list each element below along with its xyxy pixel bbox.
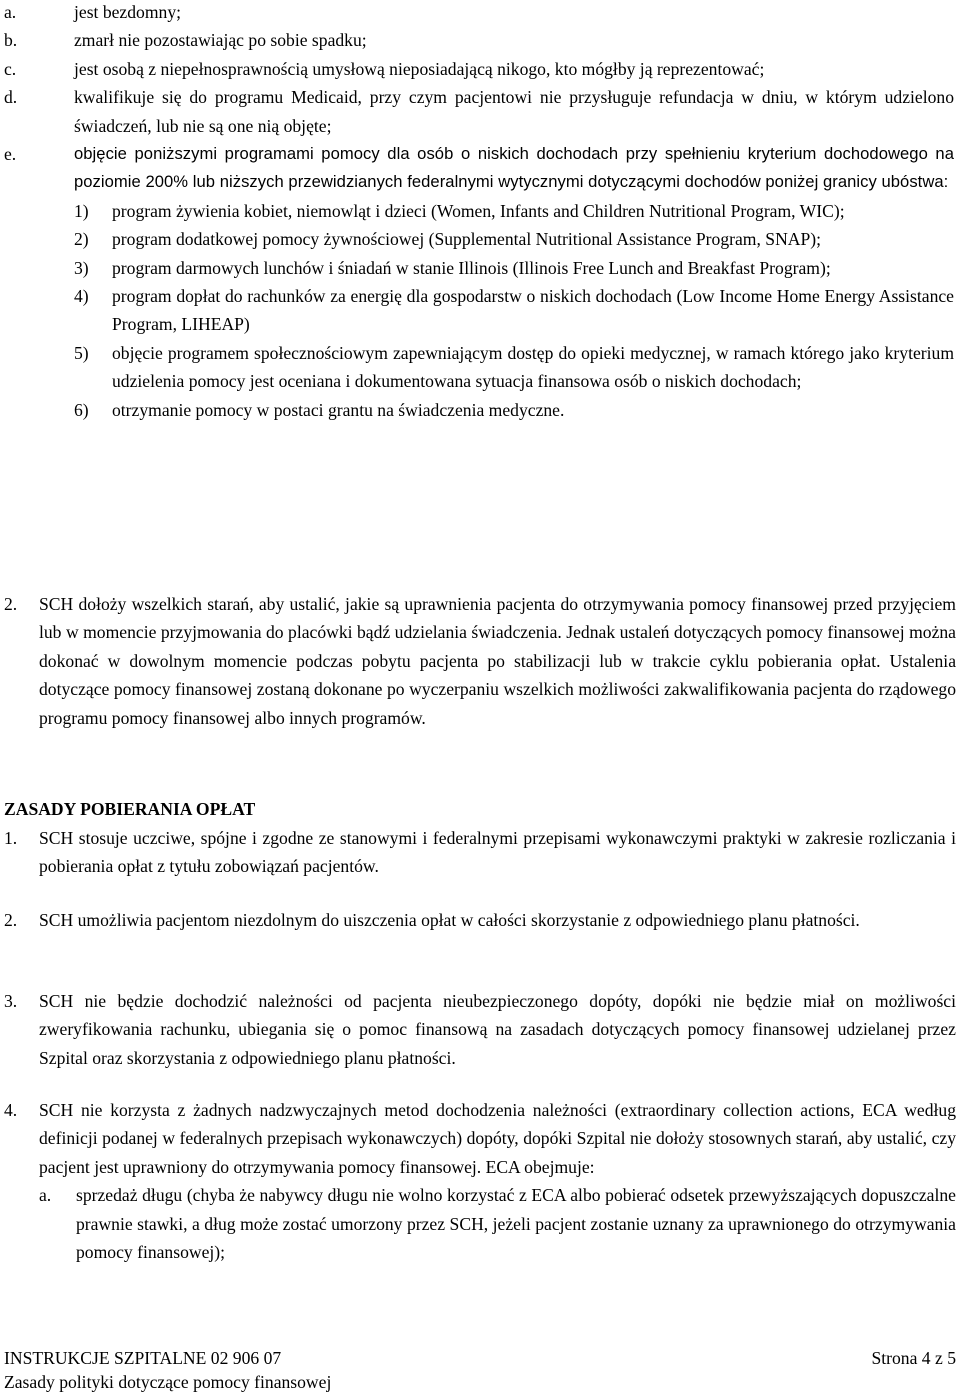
fee-point-1 — [0, 824, 960, 881]
program-item — [0, 282, 960, 339]
list-text: objęcie poniższymi programami pomocy dla osób o niskich dochodach przy spełnieniu kryterium dochodowego na poziomie 200% lub niższych przewidzianych federalnymi wytycznymi dotyczącymi dochodów poniżej granicy ubóstwa: — [74, 144, 954, 192]
paragraph-number: 3. — [4, 991, 18, 1011]
footer-line-2 — [0, 1370, 960, 1394]
top-list — [0, 0, 960, 424]
program-item — [0, 197, 960, 225]
program-label: 1) — [74, 200, 89, 221]
list-text: kwalifikuje się do programu Medicaid, przy czym pacjentowi nie przysługuje refundacja w dniu, w którym udzielono świadczeń, lub nie są one nią objęte; — [74, 87, 954, 136]
numbered-paragraph — [0, 824, 960, 881]
footer-doc-id: INSTRUKCJE SZPITALNE 02 906 07 — [4, 1348, 282, 1368]
paragraph-text: SCH nie będzie dochodzić należności od pacjenta nieubezpieczonego dopóty, dopóki nie będzie miał on możliwości zweryfikowania rachunku, ubiegania się o pomoc finansową na zasadach dotyczących pomocy finansowej udzielanej przez Szpital oraz skorzystania z odpowiedniego planu płatności. — [39, 991, 956, 1068]
list-label: d. — [4, 87, 18, 108]
fee-point-3 — [0, 987, 960, 1072]
numbered-paragraph — [0, 1096, 960, 1181]
numbered-paragraph — [0, 906, 960, 934]
list-label: c. — [4, 58, 17, 79]
program-item — [0, 396, 960, 424]
program-item — [0, 254, 960, 282]
list-item — [0, 83, 960, 140]
footer-line-1 — [0, 1346, 960, 1370]
footer-title: Zasady polityki dotyczące pomocy finansowej — [4, 1372, 332, 1392]
list-item — [0, 55, 960, 83]
program-label: 4) — [74, 286, 89, 307]
program-item — [0, 225, 960, 253]
program-label: 3) — [74, 257, 89, 278]
page-footer — [0, 1346, 960, 1394]
list-text: jest bezdomny; — [74, 2, 182, 22]
list-label: b. — [4, 30, 18, 51]
eca-text: sprzedaż długu (chyba że nabywcy długu nie wolno korzystać z ECA albo pobierać odsetek przewyższających dopuszczalne prawnie stawki, a dług może zostać umorzony przez SCH, jeżeli pacjent zostanie uznany za uprawnionego do otrzymywania pomocy finansowej); — [76, 1185, 956, 1263]
program-label: 2) — [74, 229, 89, 250]
list-text: zmarł nie pozostawiając po sobie spadku; — [74, 30, 367, 51]
paragraph-number: 2. — [4, 910, 18, 930]
list-label: a. — [4, 2, 17, 22]
list-label: e. — [4, 144, 17, 165]
program-item — [0, 339, 960, 396]
eca-item — [0, 1181, 960, 1266]
paragraph-number: 4. — [4, 1100, 18, 1120]
list-item — [0, 26, 960, 54]
program-label: 5) — [74, 342, 89, 363]
fee-point-4 — [0, 1096, 960, 1266]
numbered-paragraph — [0, 590, 960, 732]
section-heading-block — [0, 795, 960, 823]
fee-point-2 — [0, 906, 960, 934]
paragraph-text: SCH nie korzysta z żadnych nadzwyczajnych metod dochodzenia należności (extraordinary collection actions, ECA według definicji podanej w federalnych przepisach wykonawczych) dopóty, dopóki Szpital nie dołoży stosownych starań, aby ustalić, czy pacjent jest uprawniony do otrzymywania pomocy finansowej. ECA obejmuje: — [39, 1100, 956, 1177]
program-label: 6) — [74, 399, 89, 420]
numbered-paragraph — [0, 987, 960, 1072]
program-text: otrzymanie pomocy w postaci grantu na świadczenia medyczne. — [112, 399, 565, 420]
program-text: program dopłat do rachunków za energię dla gospodarstw o niskich dochodach (Low Income Home Energy Assistance Program, LIHEAP) — [112, 286, 954, 335]
programs-list — [0, 197, 960, 424]
paragraph-text: SCH dołoży wszelkich starań, aby ustalić, jakie są uprawnienia pacjenta do otrzymywania pomocy finansowej przed przyjęciem lub w momencie przyjmowania do placówki bądź udzielania świadczenia. Jednak ustaleń dotyczących pomocy finansowej można dokonać w dowolnym momencie podczas pobytu pacjenta po stabilizacji lub w trakcie cyklu pobierania opłat. Ustalenia dotyczące pomocy finansowej zostaną dokonane po wyczerpaniu wszelkich możliwości zakwalifikowania pacjenta do rządowego programu pomocy finansowej albo innych programów. — [39, 594, 956, 728]
list-item — [0, 140, 960, 197]
eca-label: a. — [39, 1185, 52, 1206]
paragraph-number: 2. — [4, 594, 18, 614]
program-text: program dodatkowej pomocy żywnościowej (Supplemental Nutritional Assistance Program, SNAP); — [112, 229, 822, 250]
program-text: program darmowych lunchów i śniadań w stanie Illinois (Illinois Free Lunch and Breakfast Program); — [112, 257, 831, 278]
program-text: objęcie programem społecznościowym zapewniającym dostęp do opieki medycznej, w ramach którego jako kryterium udzielenia pomocy jest oceniana i dokumentowana sytuacja finansowa osób o niskich dochodach; — [112, 342, 954, 392]
footer-page-number: Strona 4 z 5 — [871, 1348, 956, 1368]
paragraph-text: SCH stosuje uczciwe, spójne i zgodne ze stanowymi i federalnymi przepisami wykonawczymi praktyki w zakresie rozliczania i pobierania opłat z tytułu zobowiązań pacjentów. — [39, 828, 956, 877]
list-item — [0, 0, 960, 26]
list-text: jest osobą z niepełnosprawnością umysłową nieposiadającą nikogo, kto mógłby ją reprezentować; — [74, 58, 765, 79]
point-2 — [0, 590, 960, 732]
paragraph-number: 1. — [4, 828, 18, 848]
section-heading: ZASADY POBIERANIA OPŁAT — [4, 799, 256, 819]
paragraph-text: SCH umożliwia pacjentom niezdolnym do uiszczenia opłat w całości skorzystanie z odpowiedniego planu płatności. — [39, 910, 860, 930]
program-text: program żywienia kobiet, niemowląt i dzieci (Women, Infants and Children Nutritional Program, WIC); — [112, 200, 845, 221]
